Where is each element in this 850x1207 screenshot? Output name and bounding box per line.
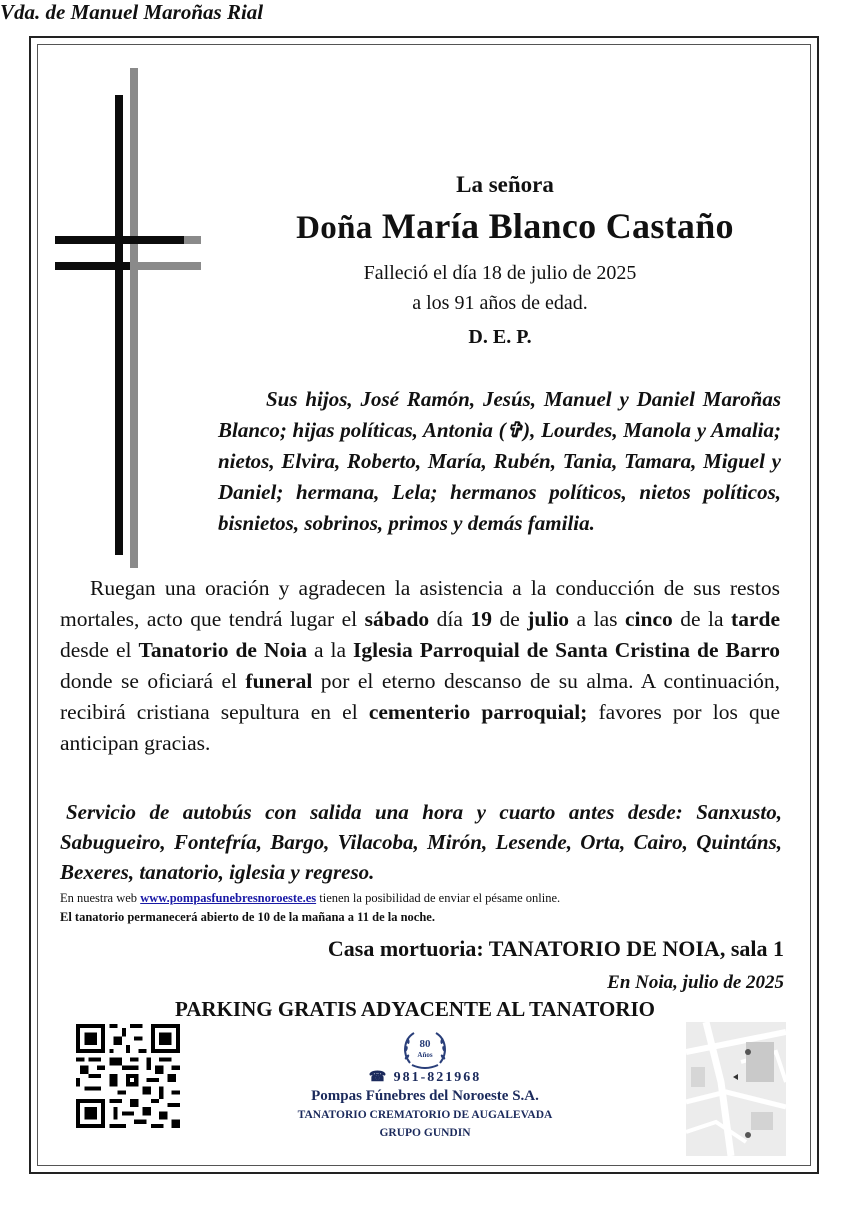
opening-hours: El tanatorio permanecerá abierto de 10 de la mañana a 11 de la noche. [60,910,435,924]
age-line: a los 91 años de edad. [412,292,588,314]
body-month: julio [527,607,570,631]
cross-horizontal-black-bottom [55,262,130,270]
cross-vertical-black [115,95,123,555]
body-text-5: de la [672,607,732,631]
body-text-4: a las [569,607,625,631]
body-day-num: 19 [470,607,492,631]
body-text-7: a la [306,638,354,662]
location-map[interactable] [686,1022,786,1156]
body-origin: Tanatorio de Noia [138,638,307,662]
body-text-8: donde se oficiará el [60,669,246,693]
bus-text: Servicio de autobús con salida una hora y cuarto antes desde: Sanxusto, Sabugueiro, Fontefría, Bargo, Vilacoba, Mirón, Lesende, Orta, Cairo, Quintáns, Bexeres, tanatorio, iglesia y regreso. [60,800,782,884]
body-funeral: funeral [245,669,313,693]
body-hour: cinco [624,607,673,631]
cross-horizontal-black-top [55,236,184,244]
family-text: Sus hijos, José Ramón, Jesús, Manuel y Daniel Maroñas Blanco; hijas políticas, Antonia (✞), Lourdes, Manola y Amalia; nietos, Elvira, Roberto, María, Rubén, Tania, Tamara, Miguel y Daniel; hermana, Lela; hermanos políticos, nietos políticos, bisnietos, sobrinos, primos y demás familia. [218,387,781,535]
place-date: En Noia, julio de 2025 [607,972,784,993]
web-note [60,891,780,906]
body-text-10: favores por los que anticipan gracias. [60,700,780,755]
cross-vertical-grey [130,68,138,568]
body-period: tarde [731,607,780,631]
body-text-6: desde el [60,638,139,662]
body-text-3: de [491,607,528,631]
body-text-1: Ruegan una oración y agradecen la asistencia a la conducción de sus restos mortales, acto que tendrá lugar el [60,576,780,631]
phone-line [300,1069,550,1086]
family-list [218,384,781,539]
anniversary-logo-icon [400,1027,450,1069]
body-day-name: sábado [364,607,430,631]
company-name: Pompas Fúnebres del Noroeste S.A. [311,1088,539,1104]
body-cemetery: cementerio parroquial; [368,700,588,724]
logo-number: 80 [419,1038,431,1050]
phone-number: 981-821968 [393,1070,482,1085]
body-text-2: día [429,607,471,631]
dep-label: D. E. P. [468,326,532,348]
website-link[interactable]: www.pompasfunebresnoroeste.es [140,891,317,905]
widow-line: Vda. de Manuel Maroñas Rial [0,0,264,24]
web-prefix: En nuestra web [60,891,141,905]
qr-code-icon[interactable] [76,1024,180,1128]
logo-text: Años [417,1051,433,1059]
group-name: GRUPO GUNDIN [379,1127,471,1139]
crematorio-name: TANATORIO CREMATORIO DE AUGALEVADA [297,1109,553,1121]
body-church: Iglesia Parroquial de Santa Cristina de Barro [353,638,781,662]
parking-notice: PARKING GRATIS ADYACENTE AL TANATORIO [175,997,655,1021]
cross-horizontal-grey-bottom [129,262,201,270]
death-date: Falleció el día 18 de julio de 2025 [363,262,637,284]
bus-service [60,797,782,887]
ceremony-paragraph [60,573,780,759]
web-suffix: tienen la posibilidad de enviar el pésame online. [316,891,561,905]
casa-mortuoria: Casa mortuoria: TANATORIO DE NOIA, sala 1 [327,936,784,961]
name-prefix: Doña [296,210,373,246]
phone-icon: ☎ [368,1070,389,1085]
name-full: María Blanco Castaño [381,206,734,246]
deceased-name [215,205,815,247]
body-text-9: por el eterno descanso de su alma. A continuación, recibirá cristiana sepultura en el [60,669,780,724]
salutation: La señora [456,172,554,197]
